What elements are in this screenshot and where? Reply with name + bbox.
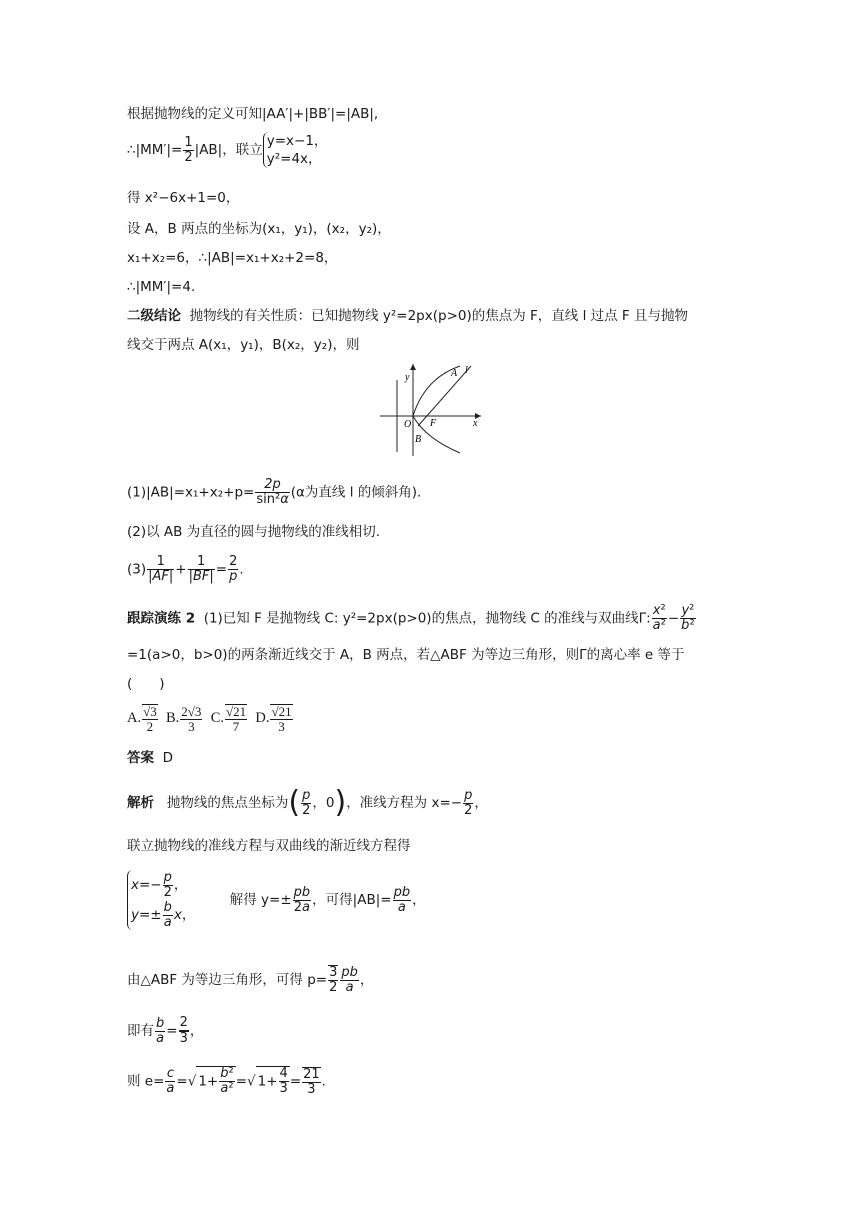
text-segment: |AB|，联立 [194, 142, 263, 158]
text-segment: 由△ABF 为等边三角形，可得 p= [127, 972, 328, 988]
property-1 [127, 478, 421, 507]
analysis-label: 解析 [127, 795, 154, 811]
text-line: 由△ABF 为等边三角形，可得 p= $\frac{3}{2}$ $\frac{pb}{a}$ ， [127, 964, 374, 995]
text-segment: ∴|MM′|= [127, 142, 183, 158]
fraction: $\frac{p}{2}$ [302, 787, 311, 818]
text-segment: ，可得|AB|= [312, 892, 392, 908]
equation: y²=4x， [266, 151, 322, 167]
fraction: $\frac{3}{2}$ [329, 965, 338, 995]
equation-system [263, 132, 328, 168]
exercise-line: 跟踪演练 2 (1)已知 F 是抛物线 C: y²=2px(p>0)的焦点，抛物线 C 的准线与双曲线Γ: $\frac{\text{x²}}{\text{a²}}$ − $\frac{\text{y²}}{\text{b²}}$ [127, 603, 695, 633]
fraction: $\frac{pb}{a}$ [393, 884, 411, 915]
text-line: ∴|MM′|=4. [127, 279, 196, 295]
fraction: $\frac{c}{a}$ [166, 1066, 175, 1096]
conclusion-line [127, 306, 688, 326]
text-line: ( ) [127, 676, 165, 692]
text-line [127, 132, 327, 168]
fraction: $\frac{p}{2}$ [464, 787, 473, 818]
text-line: x₁+x₂=6，∴|AB|=x₁+x₂+2=8， [127, 250, 338, 266]
text-segment: (1)已知 F 是抛物线 C: y²=2px(p>0)的焦点，抛物线 C 的准线与双曲线Γ: [203, 610, 651, 627]
text-line: =1(a>0，b>0)的两条渐近线交于 A，B 两点，若△ABF 为等边三角形，则Γ的离心率 e 等于 [127, 647, 685, 663]
text-line: 得 x²−6x+1=0， [127, 190, 240, 206]
options-row [127, 704, 294, 734]
fraction: $\frac{1}{|AF|}$ [148, 554, 174, 584]
text-line: 则 e= $\frac{c}{a}$ =√ 1+ $\frac{\text{b²}}{\text{a²}}$ =√ 1+ $\frac{4}{3}$ = $\frac{21}{3}$ . [127, 1066, 326, 1097]
fraction: $\frac{21}{3}$ [303, 1066, 320, 1097]
fraction: $\frac{\text{x²}}{\text{a²}}$ [652, 603, 666, 633]
answer-line [127, 748, 173, 768]
parabola-figure [375, 360, 485, 460]
fraction: $\frac{2p}{\text{sin²α}}$ [256, 477, 289, 507]
fraction: $\frac{2}{3}$ [179, 1015, 188, 1046]
line-l-label: l [465, 365, 468, 376]
answer-label: 答案 [127, 750, 154, 766]
text-line: 根据抛物线的定义可知|AA′|+|BB′|=|AB|, [127, 106, 379, 122]
text-line: 设 A，B 两点的坐标为(x₁，y₁)，(x₂，y₂)， [127, 221, 391, 237]
text-segment: 抛物线的有关性质：已知抛物线 y²=2px(p>0)的焦点为 F，直线 l 过点 F 且与抛物 [189, 308, 688, 324]
section-heading: 二级结论 [127, 308, 181, 324]
option-d[interactable]: D. $\frac{√21}{3}$ [255, 704, 292, 734]
text-segment: (1)|AB|=x₁+x₂+p= [127, 484, 255, 501]
property-3: (3) $\frac{1}{|AF|}$ + $\frac{1}{|BF|}$ = $\frac{2}{p}$ . [127, 554, 244, 584]
section-heading: 跟踪演练 2 [127, 610, 196, 627]
text-line: 线交于两点 A(x₁，y₁)，B(x₂，y₂)，则 [127, 337, 360, 353]
text-segment: (3) [127, 561, 147, 578]
equation-system-block: x=− $\frac{p}{2}$ ， y=± $\frac{b}{a}$ x， 解得 y=± $\frac{pb}{2a}$ ，可得|AB|= $\frac{pb}{a}$ ， [127, 870, 426, 930]
equation-system: x=− $\frac{p}{2}$ ， y=± $\frac{b}{a}$ x， [127, 870, 195, 930]
text-segment: 则 e= [127, 1073, 165, 1090]
fraction: $\frac{pb}{a}$ [341, 964, 358, 995]
fraction: $\frac{b}{a}$ [156, 1015, 165, 1046]
text-line: 即有 $\frac{b}{a}$ = $\frac{2}{3}$ ， [127, 1015, 204, 1046]
origin-label: O [404, 419, 412, 430]
fraction: $\frac{2}{p}$ [229, 554, 238, 584]
equation: y=x−1， [266, 133, 328, 149]
axis-y-label: y [405, 372, 410, 383]
option-a[interactable]: A. $\frac{√3}{2}$ [127, 704, 157, 734]
fraction: $\frac{1}{|BF|}$ [188, 554, 214, 584]
text-segment: 抛物线的焦点坐标为 [166, 795, 289, 811]
focus-label: F [430, 418, 437, 429]
text-segment: 即有 [127, 1023, 154, 1039]
analysis-line: 解析 抛物线的焦点坐标为( $\frac{p}{2}$ ，0)，准线方程为 x=− $\frac{p}{2}$ ， [127, 785, 488, 820]
fraction: $\frac{1}{2}$ [184, 134, 193, 165]
fraction: $\frac{pb}{2a}$ [293, 884, 311, 915]
axis-x-label: x [473, 418, 478, 429]
text-line: 联立抛物线的准线方程与双曲线的渐近线方程得 [127, 838, 411, 854]
fraction: $\frac{\text{y²}}{\text{b²}}$ [681, 603, 695, 633]
point-a-label: A [451, 368, 458, 379]
answer-value: D [162, 750, 173, 766]
text-segment: (α为直线 l 的倾斜角). [290, 484, 422, 501]
text-segment: 解得 y=± [229, 892, 292, 908]
point-b-label: B [415, 434, 422, 445]
option-b[interactable]: B. $\frac{2√3}{3}$ [166, 703, 202, 734]
property-2: (2)以 AB 为直径的圆与抛物线的准线相切. [127, 524, 380, 540]
option-c[interactable]: C. $\frac{√21}{7}$ [210, 704, 247, 734]
text-segment: ，准线方程为 x=− [346, 795, 463, 811]
